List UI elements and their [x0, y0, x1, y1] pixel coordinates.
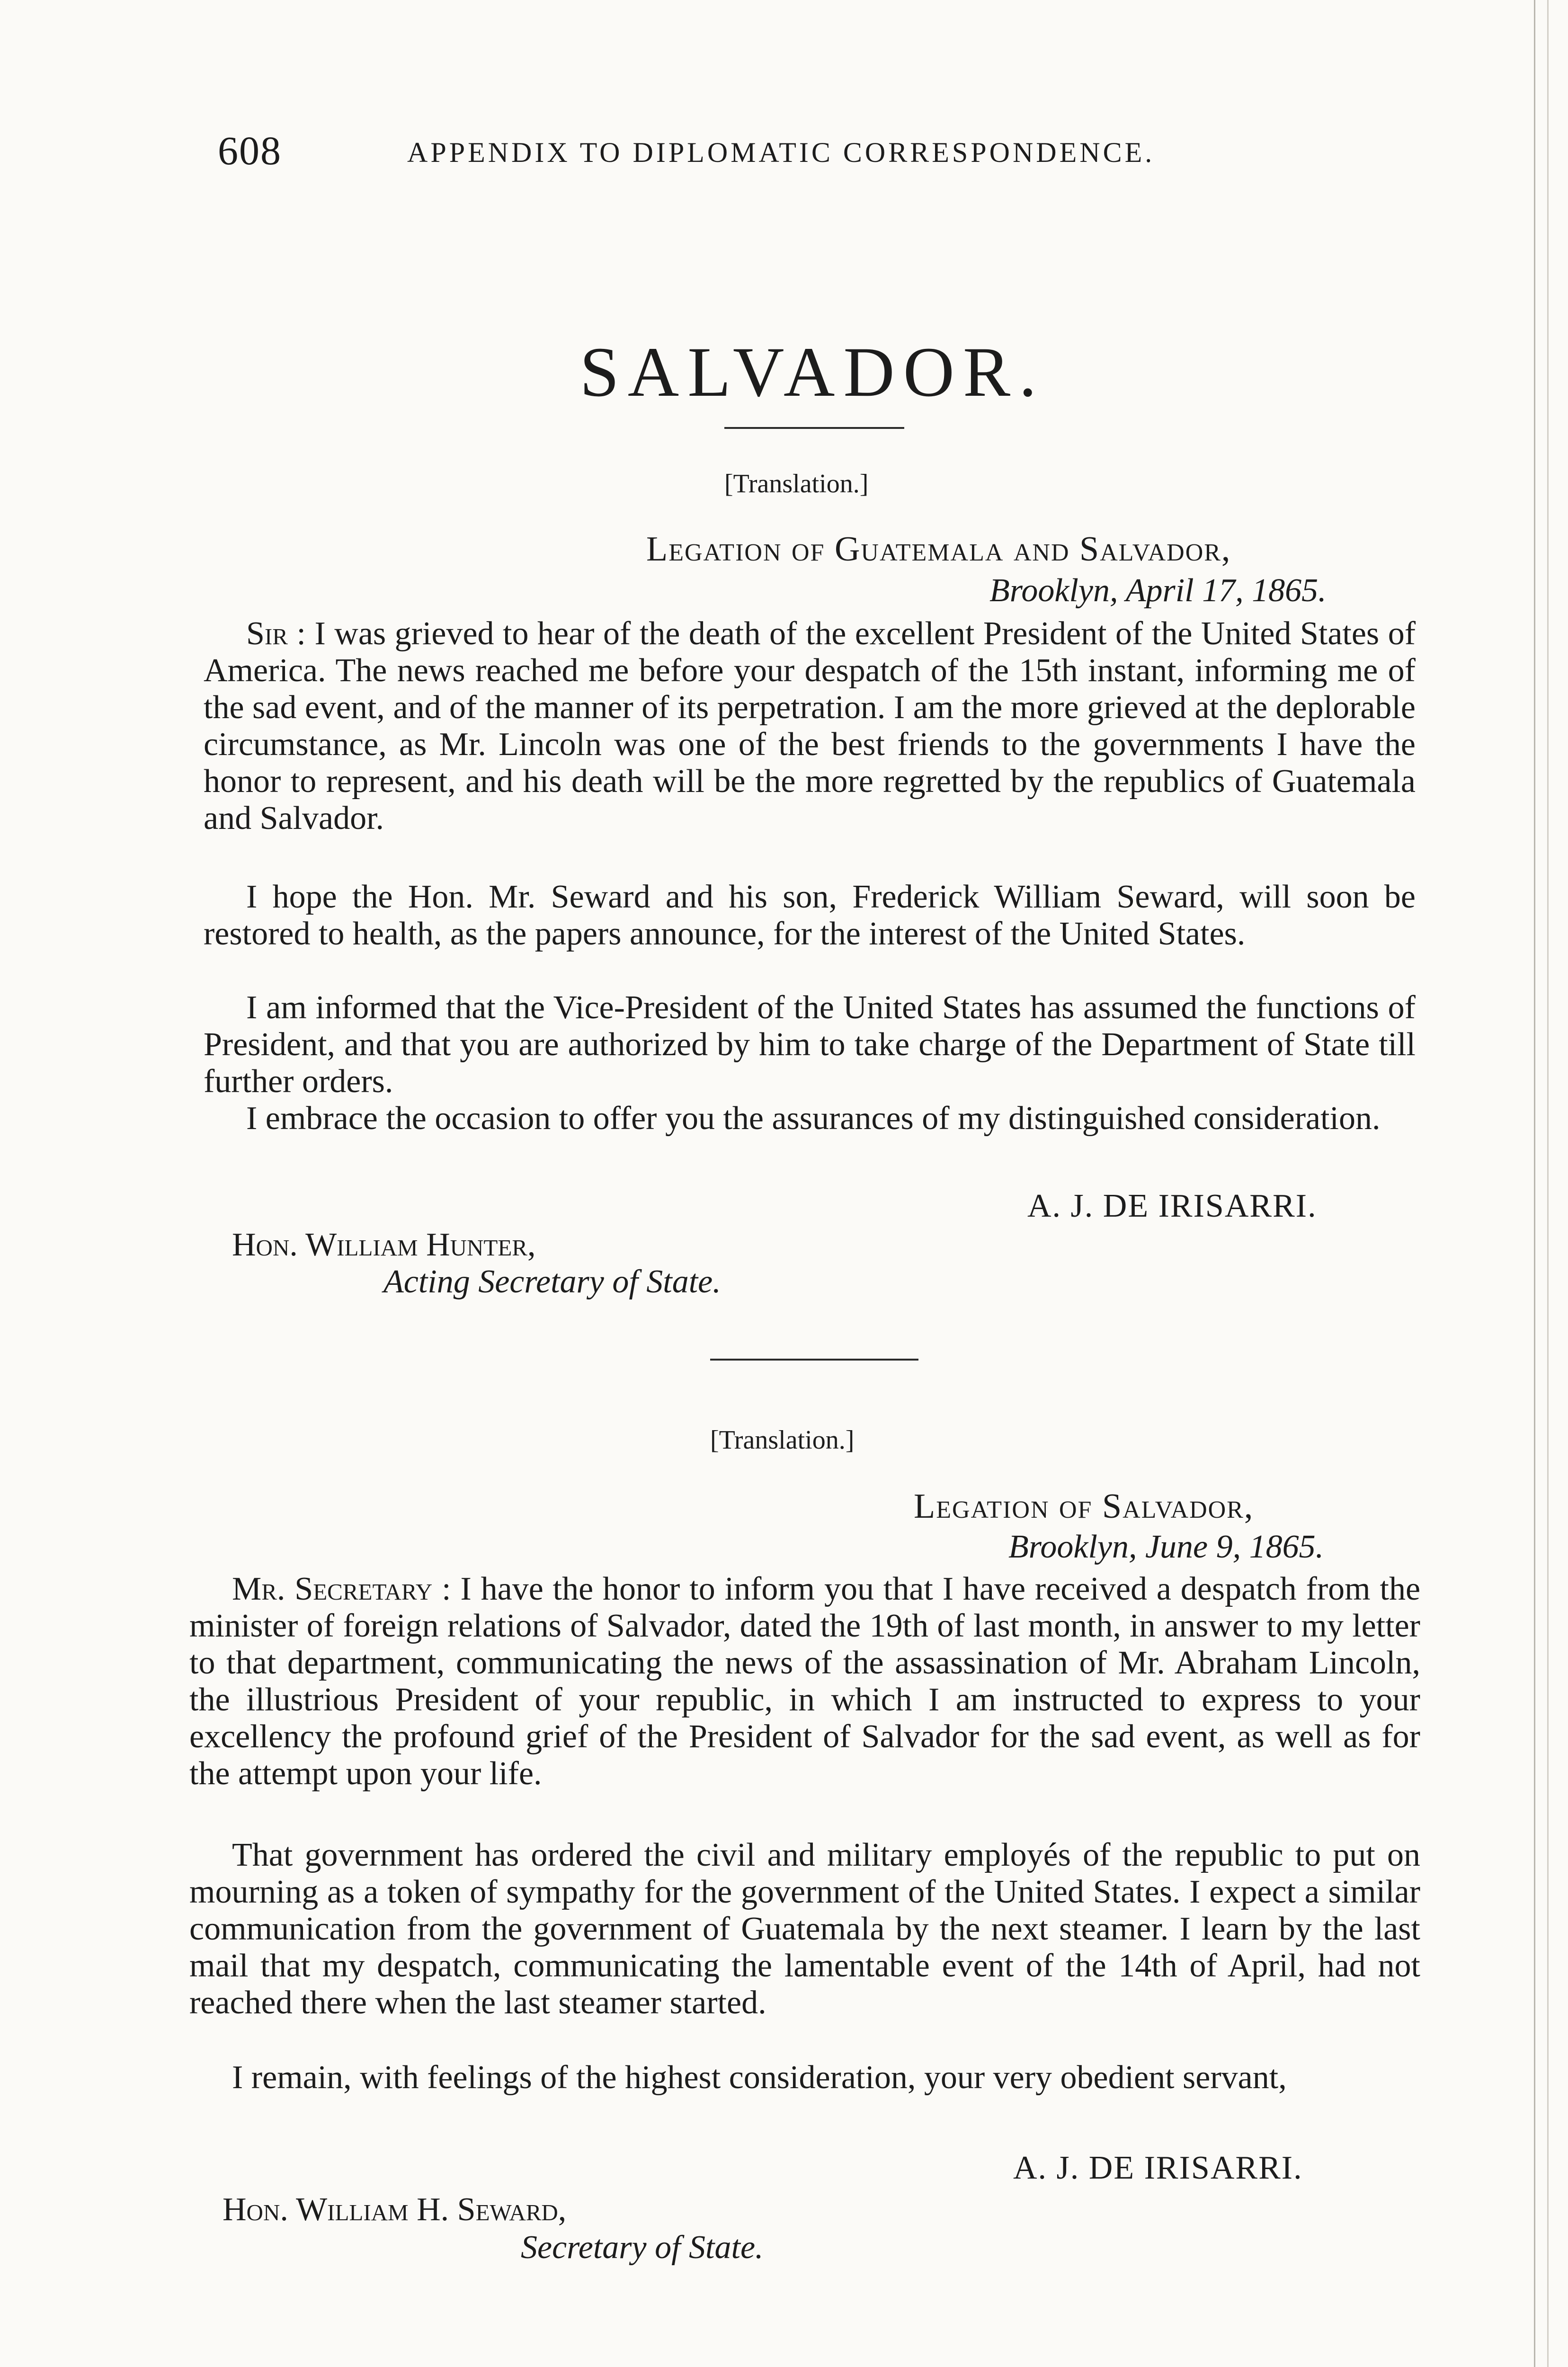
- letter2-addressee-name: William H. Seward,: [296, 2191, 567, 2228]
- letter1-paragraph-2: I hope the Hon. Mr. Seward and his son, Frederick William Seward, will soon be restored to health, as the papers announce, for the interest of the United States.: [204, 879, 1416, 952]
- title-rule: [724, 427, 904, 429]
- letter1-paragraph-4: I embrace the occasion to offer you the assurances of my distinguished consideration.: [246, 1100, 1381, 1137]
- letter1-addressee: [232, 1226, 535, 1264]
- running-head: APPENDIX TO DIPLOMATIC CORRESPONDENCE.: [407, 137, 1155, 168]
- section-title: SALVADOR.: [579, 333, 1045, 411]
- letter1-addressee-title: Acting Secretary of State.: [383, 1264, 721, 1300]
- letter1-addressee-prefix: Hon.: [232, 1227, 298, 1263]
- letter2-addressee-prefix: Hon.: [223, 2191, 288, 2228]
- letter2-addressee-title: Secretary of State.: [521, 2229, 764, 2266]
- letter1-paragraph-1: [204, 615, 1416, 837]
- letter2-translation-note: [Translation.]: [710, 1425, 855, 1455]
- letter2-legation: Legation of Salvador,: [914, 1487, 1254, 1526]
- letter2-signature: A. J. DE IRISARRI.: [1013, 2150, 1303, 2186]
- letter2-place-date: Brooklyn, June 9, 1865.: [1008, 1529, 1324, 1565]
- letter2-paragraph-3: I remain, with feelings of the highest consideration, your very obedient servant,: [232, 2059, 1287, 2096]
- letter2-paragraph-2: That government has ordered the civil and military employés of the republic to put on mourning as a token of sympathy for the government of the United States. I expect a similar communication from the government of Guatemala by the next steamer. I learn by the last mail that my despatch, communicating the lamentable event of the 14th of April, had not reached there when the last steamer started.: [189, 1837, 1420, 2021]
- letter1-paragraph-3: I am informed that the Vice-President of the United States has assumed the functions of President, and that you are authorized by him to take charge of the Department of State till further orders.: [204, 989, 1416, 1100]
- letter1-addressee-name: William Hunter,: [305, 1227, 536, 1263]
- letter1-translation-note: [Translation.]: [724, 469, 869, 498]
- letter2-addressee: [223, 2191, 566, 2229]
- letter-separator-rule: [710, 1359, 918, 1361]
- letter1-paragraph-1-text: I was grieved to hear of the death of the excellent President of the United States of America. The news reached me before your despatch of the 15th instant, informing me of the sad event, and of the manner of its perpetration. I am the more grieved at the deplorable circumstance, as Mr. Lincoln was one of the best friends to the governments I have the honor to represent, and his death will be the more regretted by the republics of Guatemala and Salvador.: [204, 615, 1416, 836]
- letter1-signature: A. J. DE IRISARRI.: [1027, 1188, 1317, 1224]
- letter2-salutation: Mr. Secretary :: [232, 1571, 451, 1607]
- page-header: [208, 127, 1335, 179]
- letter1-place-date: Brooklyn, April 17, 1865.: [989, 572, 1327, 609]
- letter2-paragraph-1-text: I have the honor to inform you that I have received a despatch from the minister of foreign relations of Salvador, dated the 19th of last month, in answer to my letter to that department, communicating the news of the assassination of Mr. Abraham Lincoln, the illustrious President of your republic, in which I am instructed to express to your excellency the profound grief of the President of Salvador for the sad event, as well as for the attempt upon your life.: [189, 1571, 1421, 1792]
- page-number: 608: [218, 128, 282, 173]
- letter1-legation: Legation of Guatemala and Salvador,: [646, 530, 1231, 569]
- letter2-paragraph-1: [189, 1571, 1420, 1792]
- letter1-salutation: Sir :: [246, 615, 306, 652]
